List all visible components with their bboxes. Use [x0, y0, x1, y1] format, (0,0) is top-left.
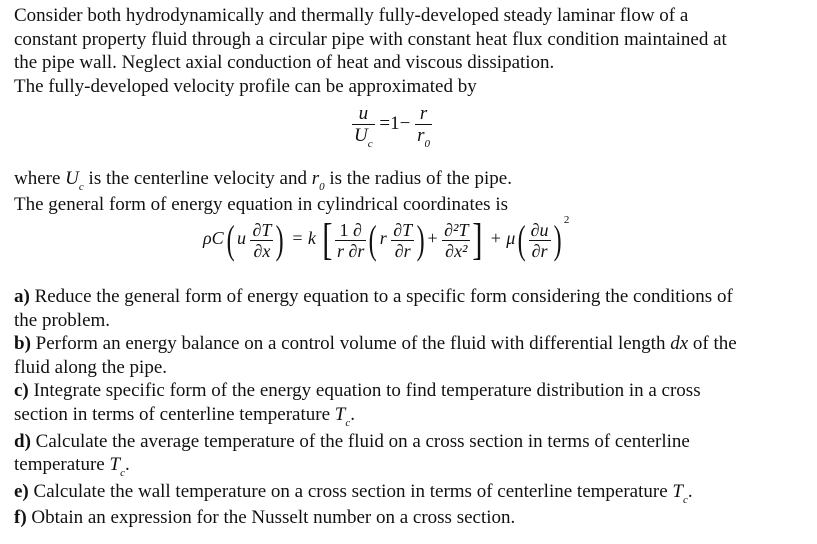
where-U: U — [65, 168, 79, 189]
question-a: a) Reduce the general form of energy equation to a specific form considering the conditions of — [14, 286, 733, 307]
du-dr-fraction: $\frac{\partial u}{\partial r}$ — [530, 219, 549, 261]
u-over-uc-fraction — [352, 103, 375, 150]
intro-line-1: Consider both hydrodynamically and thermally fully-developed steady laminar flow of a — [14, 5, 689, 26]
question-d: d) Calculate the average temperature of the fluid on a cross section in terms of centerline — [14, 430, 690, 452]
dT-dr-fraction: $\frac{\partial T}{\partial r}$ — [393, 219, 413, 261]
square-exponent: 2 — [563, 214, 570, 227]
question-e: e) Calculate the wall temperature on a cross section in terms of centerline temperature $T_c$. — [14, 480, 693, 506]
question-b-cont: fluid along the pipe. — [14, 356, 168, 378]
velocity-profile-equation — [352, 103, 432, 150]
plus-mu: + μ — [489, 228, 516, 249]
equals-one-minus: =1− — [379, 112, 411, 134]
one-over-r-d-dr: $\frac{1 \partial}{r \partial r}$ — [337, 219, 365, 261]
equals-k: = k — [291, 228, 316, 249]
d2T-dx2-fraction: $\frac{\text{∂²T}}{\text{∂x²}}$ — [444, 219, 469, 261]
question-a-cont: the problem. — [14, 309, 111, 331]
intro-line-4: The fully-developed velocity profile can be approximated by — [14, 75, 477, 97]
subscript-0: 0 — [424, 138, 430, 150]
where-r: r — [311, 168, 320, 189]
questions-list — [14, 285, 810, 530]
rho-C: ρC — [203, 228, 224, 249]
question-d-cont: temperature $T_c$. — [14, 454, 130, 480]
subscript-c: c — [367, 138, 373, 150]
dT-dx-fraction: $\frac{\partial T}{\partial x}$ — [252, 219, 272, 261]
numerator-u: u — [358, 103, 369, 124]
question-f: f) Obtain an expression for the Nusselt number on a cross section. — [14, 507, 516, 529]
question-c: c) Integrate specific form of the energy equation to find temperature distribution in a cross — [14, 380, 701, 402]
intro-line-3: the pipe wall. Neglect axial conduction of heat and viscous dissipation. — [14, 52, 555, 74]
general-form-line: The general form of energy equation in cylindrical coordinates is — [14, 194, 508, 215]
intro-line-2: constant property fluid through a circular pipe with constant heat flux condition maintained at — [14, 28, 727, 50]
energy-equation: ρC( u $\frac{\partial T}{\partial x}$ ) = k [ $\frac{1 \partial}{r \partial r}$ ( r $\frac{\partial T}{\partial r}$ ) + $\frac{\text{∂²T}}{\text{∂x²}}$ ] + μ( $\frac{\partial u}{\partial r}$ ) $^2$ — [203, 214, 570, 264]
question-b: b) Perform an energy balance on a control volume of the fluid with differential length dx of the — [14, 333, 737, 355]
denominator-r: r — [417, 125, 425, 146]
question-c-cont: section in terms of centerline temperature $T_c$. — [14, 403, 355, 429]
problem-document — [14, 4, 810, 98]
denominator-U: U — [354, 125, 368, 146]
where-line: where $U_c$ is the centerline velocity and $r_0$ is the radius of the pipe. — [14, 168, 512, 193]
numerator-r: r — [419, 103, 428, 124]
r-over-r0-fraction — [415, 103, 432, 150]
